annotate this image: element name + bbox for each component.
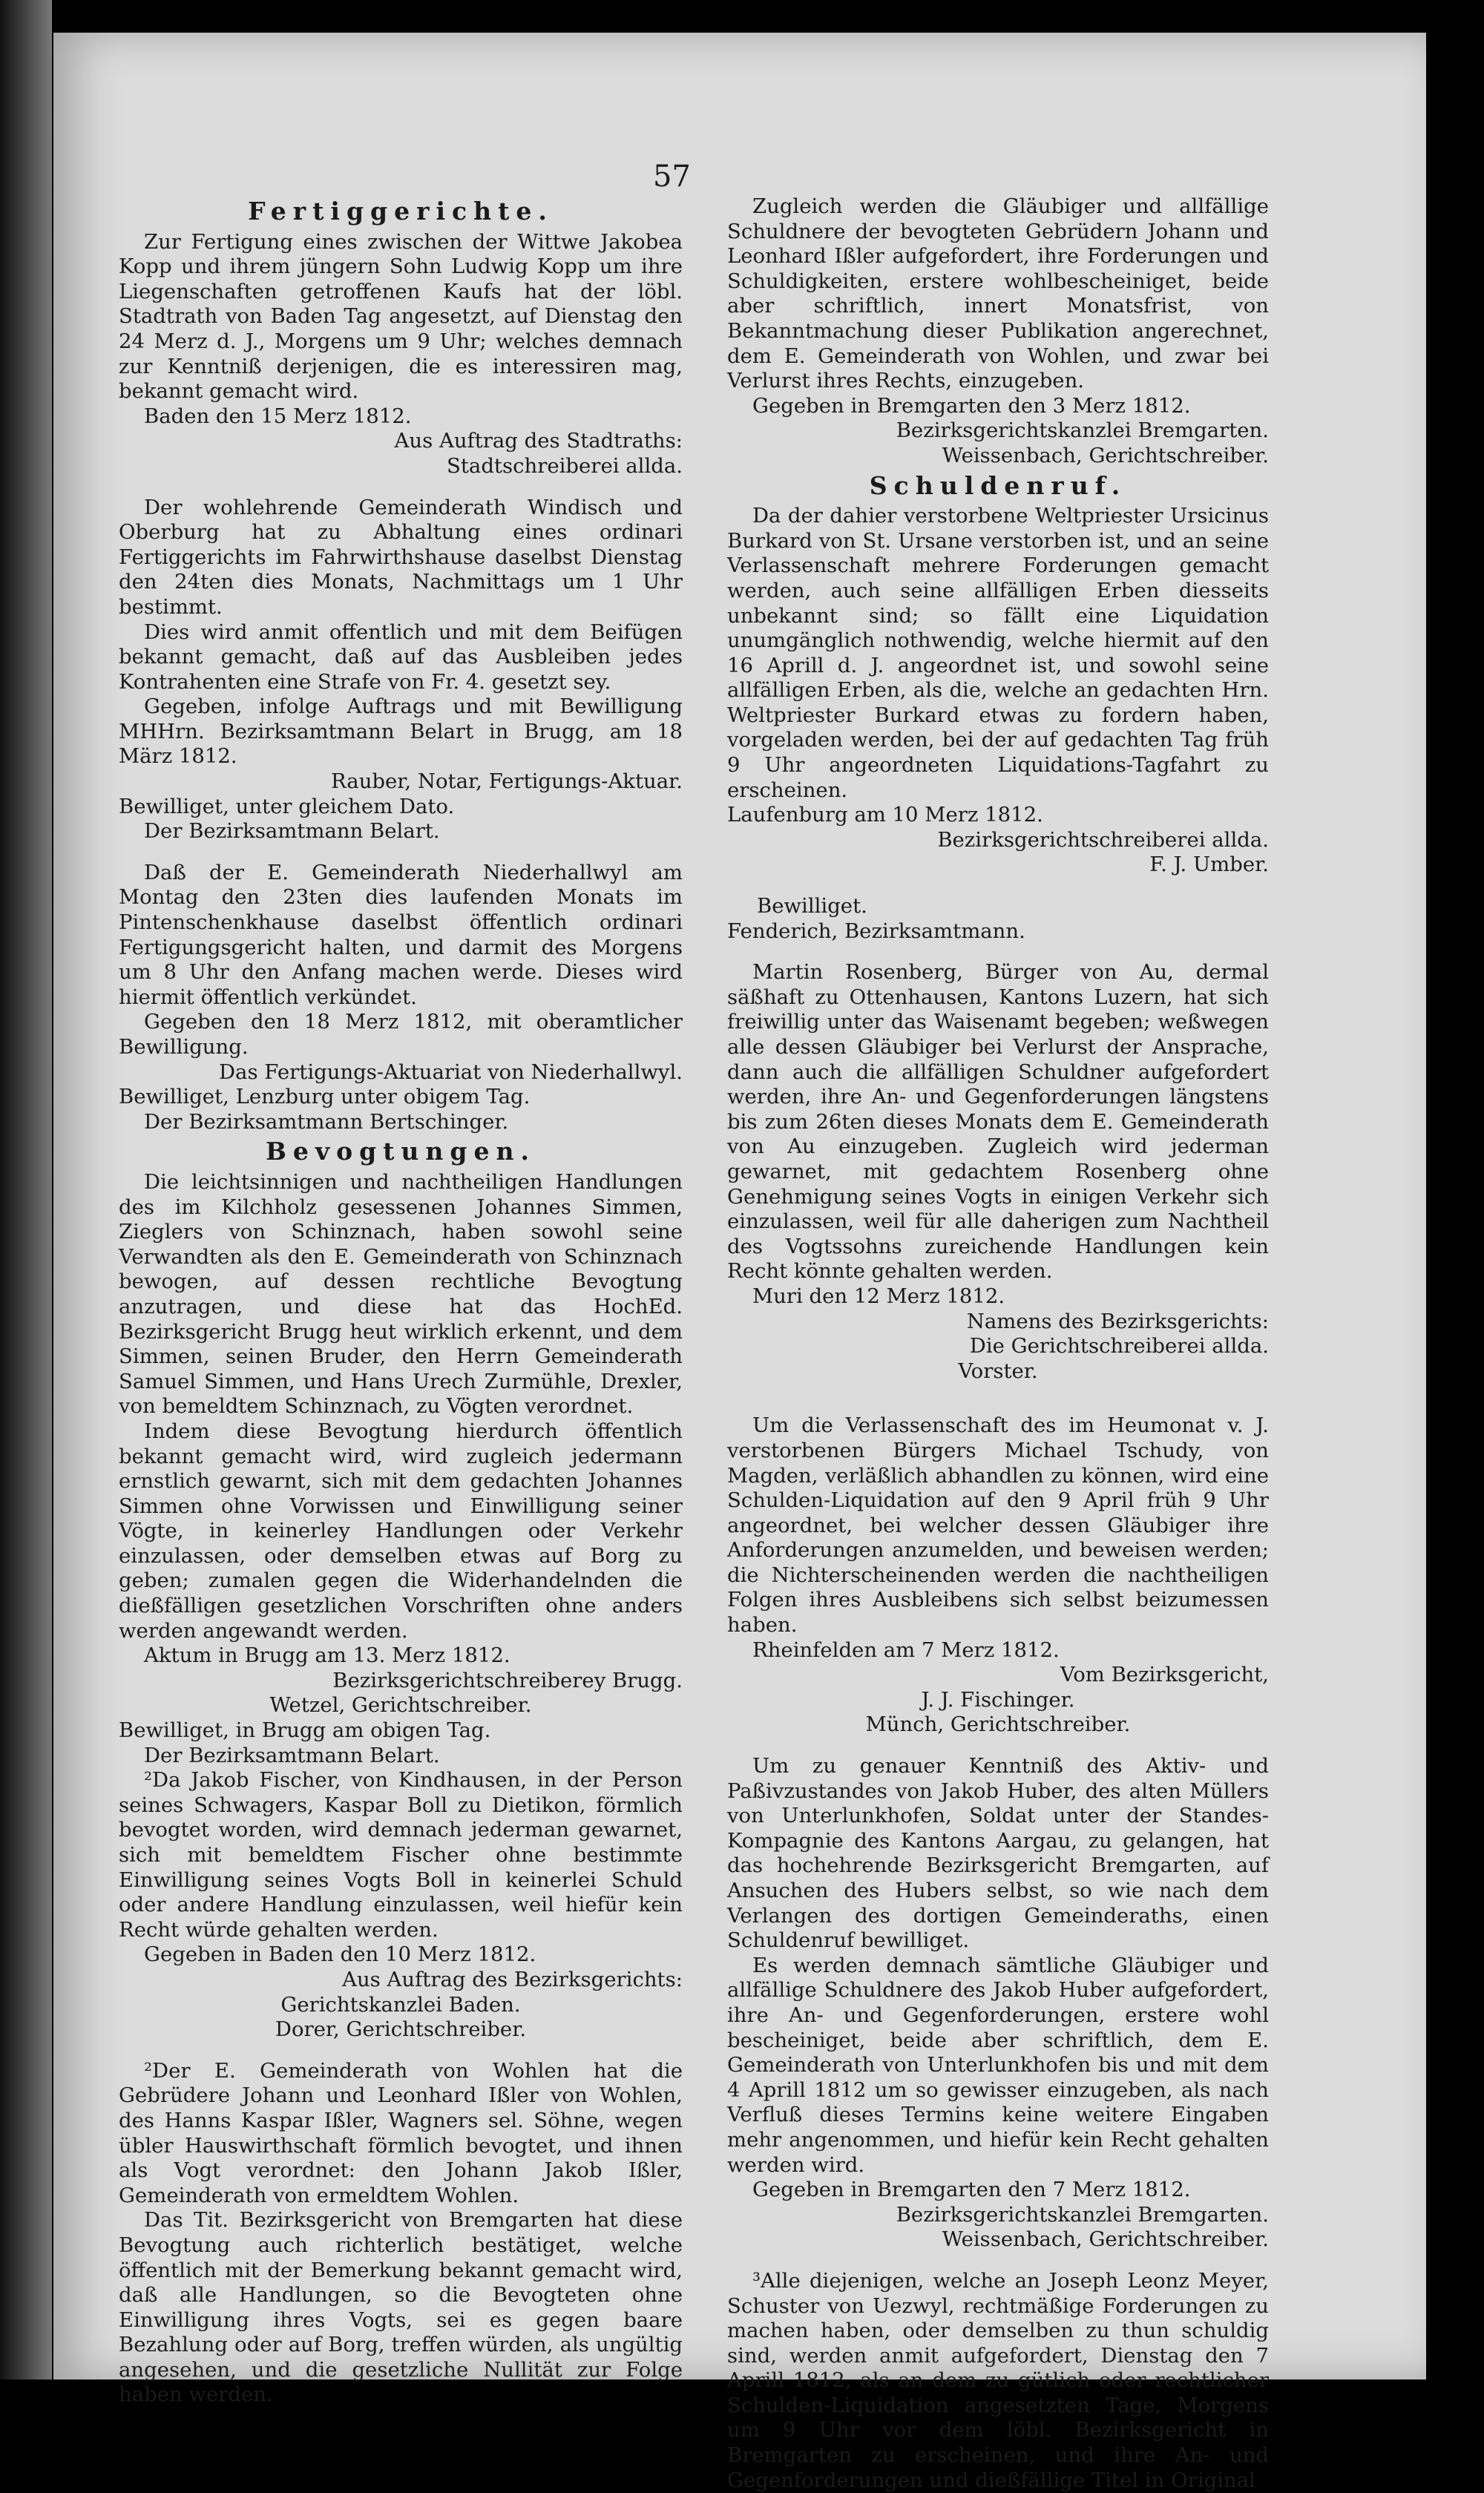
notice-approval: Bewilliget, in Brugg am obigen Tag.: [119, 1718, 491, 1743]
notice-paragraph: ²Da Jakob Fischer, von Kindhausen, in der Person seines Schwagers, Kaspar Boll zu Dietikon, förmlich bevogtet worden, wird demnach jederman gewarnet, sich mit bemeldtem Fischer ohne bestimmte Einwilligung seines Vogts Boll in keinerlei Schuld oder andere Handlung einzulassen, weil hiefür kein Recht würde gehalten werden.: [119, 1768, 683, 1942]
notice-signature: Stadtschreiberei allda.: [447, 453, 683, 478]
notice-signature: Vom Bezirksgericht,: [1060, 1663, 1269, 1687]
notice-signature: Vorster.: [958, 1359, 1038, 1383]
notice-paragraph: Der wohlehrende Gemeinderath Windisch und Oberburg hat zu Abhaltung eines ordinari Fertiggerichts im Fahrwirthshause daselbst Dienstag den 24ten dies Monats, Nachmittags um 1 Uhr bestimmt.: [119, 495, 683, 619]
section-heading-bevogtungen: Bevogtungen.: [266, 1137, 536, 1166]
notice-signature: Rauber, Notar, Fertigungs-Aktuar.: [330, 769, 683, 794]
notice-paragraph: Zur Fertigung eines zwischen der Wittwe Jakobea Kopp und ihrem jüngern Sohn Ludwig Kopp um ihre Liegenschaften getroffenen Kaufs hat der löbl. Stadtrath von Baden Tag angesetzt, auf Dienstag den 24 Merz d. J., Morgens um 9 Uhr; welches demnach zur Kenntniß derjenigen, die es interessiren mag, bekannt gemacht wird.: [119, 229, 683, 404]
notice-official: Der Bezirksamtmann Belart.: [144, 1743, 440, 1767]
right-column: [727, 194, 1269, 2493]
notice-date: Muri den 12 Merz 1812.: [752, 1284, 1005, 1308]
notice-signature: Bezirksgerichtskanzlei Bremgarten.: [896, 418, 1269, 443]
notice-official: Der Bezirksamtmann Bertschinger.: [144, 1109, 509, 1134]
notice-paragraph: ³Alle diejenigen, welche an Joseph Leonz Meyer, Schuster von Uezwyl, rechtmäßige Forderungen zu machen haben, oder demselben zu thun schuldig sind, werden anmit aufgefordert, Dienstag den 7 Aprill 1812, als an dem zu gütlich oder rechtlicher Schulden-Liquidation angesetzten Tage, Morgens um 9 Uhr vor dem löbl. Bezirksgericht in Bremgarten zu erscheinen, und ihre An- und Gegenforderungen und dießfällige Titel in Original: [727, 2268, 1269, 2492]
notice-paragraph: Martin Rosenberg, Bürger von Au, dermal säßhaft zu Ottenhausen, Kantons Luzern, hat sich freiwillig unter das Waisenamt begeben; weßwegen alle dessen Gläubiger bei Verlurst der Ansprache, dann auch die allfälligen Schuldner aufgefordert werden, ihre An- und Gegenforderungen längstens bis zum 26ten dieses Monats dem E. Gemeinderath von Au einzugeben. Zugleich wird jederman gewarnet, mit gedachtem Rosenberg ohne Genehmigung seines Vogts in einigen Verkehr sich einzulassen, weil für alle daherigen zum Nachtheil des Vogtssohns zureichende Handlungen kein Recht könnte gehalten werden.: [727, 960, 1269, 1284]
notice-date: Baden den 15 Merz 1812.: [144, 404, 412, 428]
notice-paragraph: Die leichtsinnigen und nachtheiligen Handlungen des im Kilchholz gesessenen Johannes Simmen, Zieglers von Schinznach, haben sowohl seine Verwandten als den E. Gemeinderath von Schinznach bewogen, auf dessen rechtliche Bevogtung anzutragen, und diese hat das HochEd. Bezirksgericht Brugg heut wirklich erkennt, und dem Simmen, seinen Bruder, den Herrn Gemeinderath Samuel Simmen, und Hans Urech Zurmühle, Drexler, von bemeldtem Schinznach, zu Vögten verordnet.: [119, 1169, 683, 1419]
notice-paragraph: Da der dahier verstorbene Weltpriester Ursicinus Burkard von St. Ursane verstorben ist, und an seine Verlassenschaft mehrere Forderungen gemacht werden, auch seine allfälligen Erben diesseits unbekannt sind; so fällt eine Liquidation unumgänglich nothwendig, welche hiermit auf den 16 Aprill d. J. angeordnet ist, und sowohl seine allfälligen Erben, als die, welche an gedachten Hrn. Weltpriester Burkard etwas zu fordern haben, vorgeladen werden, bei der auf gedachten Tag früh 9 Uhr angeordneten Liquidations-Tagfahrt zu erscheinen.: [727, 504, 1269, 802]
notice-paragraph: Um die Verlassenschaft des im Heumonat v. J. verstorbenen Bürgers Michael Tschudy, von Magden, verläßlich abhandlen zu können, wird eine Schulden-Liquidation auf den 9 April früh 9 Uhr angeordnet, bei welcher dessen Gläubiger ihre Anforderungen anzumelden, und beweisen werden; die Nichterscheinenden werden die nachtheiligen Folgen ihres Ausbleibens sich selbst beizumessen haben.: [727, 1413, 1269, 1638]
binding-gutter: [0, 0, 52, 2379]
notice-paragraph: Es werden demnach sämtliche Gläubiger und allfällige Schuldnere des Jakob Huber aufgefordert, ihre An- und Gegenforderungen, erstere wohl bescheiniget, beide aber schriftlich, dem E. Gemeinderath von Unterlunkhofen bis und mit dem 4 Aprill 1812 um so gewisser einzugeben, als nach Verfluß dieses Termins keine weitere Eingaben mehr angenommen, und hiefür kein Recht gehalten werden wird.: [727, 1953, 1269, 2177]
notice-signature: J. J. Fischinger.: [921, 1687, 1075, 1712]
notice-date: Gegeben in Bremgarten den 3 Merz 1812.: [752, 393, 1191, 418]
notice-paragraph: Dies wird anmit offentlich und mit dem Beifügen bekannt gemacht, daß auf das Ausbleiben jedes Kontrahenten eine Strafe von Fr. 4. gesetzt sey.: [119, 620, 683, 694]
notice-signature: Gerichtskanzlei Baden.: [280, 1992, 521, 2017]
page-number: 57: [653, 160, 691, 194]
notice-date: Gegeben in Baden den 10 Merz 1812.: [144, 1942, 536, 1967]
notice-signature: Die Gerichtschreiberei allda.: [969, 1334, 1269, 1359]
notice-signature: Aus Auftrag des Bezirksgerichts:: [342, 1967, 683, 1991]
notice-signature: Dorer, Gerichtschreiber.: [275, 2017, 527, 2042]
notice-signature: Das Fertigungs-Aktuariat von Niederhallwyl.: [219, 1060, 683, 1084]
notice-signature: Wetzel, Gerichtschreiber.: [269, 1693, 532, 1718]
notice-date: Gegeben in Bremgarten den 7 Merz 1812.: [752, 2178, 1191, 2202]
notice-official: Der Bezirksamtmann Belart.: [144, 819, 440, 844]
notice-paragraph: ²Der E. Gemeinderath von Wohlen hat die Gebrüdere Johann und Leonhard Ißler von Wohlen, des Hanns Kaspar Ißler, Wagners sel. Söhne, wegen übler Hauswirthschaft förmlich bevogtet, und ihnen als Vogt verordnet: den Johann Jakob Ißler, Gemeinderath von ermeldtem Wohlen.: [119, 2058, 683, 2207]
notice-date: Rheinfelden am 7 Merz 1812.: [752, 1638, 1060, 1662]
notice-signature: Aus Auftrag des Stadtraths:: [394, 429, 683, 453]
notice-signature: Namens des Bezirksgerichts:: [966, 1309, 1269, 1333]
notice-paragraph: Zugleich werden die Gläubiger und allfällige Schuldnere der bevogteten Gebrüdern Johann und Leonhard Ißler aufgefordert, ihre Forderungen und Schuldigkeiten, erstere wohlbescheiniget, beide aber schriftlich, innert Monatsfrist, von Bekanntmachung dieser Publikation angerechnet, dem E. Gemeinderath von Wohlen, und zwar bei Verlurst ihres Rechts, einzugeben.: [727, 194, 1269, 393]
notice-paragraph: Gegeben den 18 Merz 1812, mit oberamtlicher Bewilligung.: [119, 1010, 683, 1059]
notice-signature: Bezirksgerichtskanzlei Bremgarten.: [896, 2202, 1269, 2227]
notice-official: Fenderich, Bezirksamtmann.: [727, 919, 1025, 943]
notice-signature: Bezirksgerichtschreiberei allda.: [937, 827, 1269, 852]
notice-date: Laufenburg am 10 Merz 1812.: [727, 803, 1043, 827]
notice-date: Aktum in Brugg am 13. Merz 1812.: [144, 1643, 510, 1668]
notice-signature: Weissenbach, Gerichtschreiber.: [942, 2227, 1269, 2252]
notice-approval: Bewilliget.: [757, 894, 867, 919]
notice-approval: Bewilliget, Lenzburg unter obigem Tag.: [119, 1085, 531, 1109]
notice-paragraph: Um zu genauer Kenntniß des Aktiv- und Paßivzustandes von Jakob Huber, des alten Müllers von Unterlunkhofen, Soldat unter der Standes-Kompagnie des Kantons Aargau, zu gelangen, hat das hochehrende Bezirksgericht Bremgarten, auf Ansuchen des Hubers selbst, so wie nach dem Verlangen des dortigen Gemeinderaths, einen Schuldenruf bewilliget.: [727, 1754, 1269, 1953]
notice-paragraph: Daß der E. Gemeinderath Niederhallwyl am Montag den 23ten dies laufenden Monats im Pintenschenkhause daselbst öffentlich ordinari Fertigungsgericht halten, und darmit des Morgens um 8 Uhr den Anfang machen werde. Dieses wird hiermit öffentlich verkündet.: [119, 860, 683, 1009]
notice-paragraph: Gegeben, infolge Auftrags und mit Bewilligung MHHrn. Bezirksamtmann Belart in Brugg, am 18 März 1812.: [119, 694, 683, 769]
notice-signature: Weissenbach, Gerichtschreiber.: [942, 443, 1269, 467]
notice-signature: F. J. Umber.: [1149, 853, 1269, 877]
notice-paragraph: Das Tit. Bezirksgericht von Bremgarten hat diese Bevogtung auch richterlich bestätiget, welche öffentlich mit der Bemerkung bekannt gemacht wird, daß alle Handlungen, so die Bevogteten ohne Einwilligung ihres Vogts, sei es gegen baare Bezahlung oder auf Borg, treffen würden, als ungültig angesehen, und die gesetzliche Nullität zur Folge haben werden.: [119, 2208, 683, 2407]
section-heading-fertiggerichte: Fertiggerichte.: [248, 197, 554, 226]
notice-approval: Bewilliget, unter gleichem Dato.: [119, 794, 455, 818]
notice-paragraph: Indem diese Bevogtung hierdurch öffentlich bekannt gemacht wird, wird zugleich jedermann ernstlich gewarnt, sich mit dem gedachten Johannes Simmen ohne Vorwissen und Einwilligung seiner Vögte, in keinerley Handlungen oder Verkehr einzulassen, oder demselben etwas auf Borg zu geben; zumalen gegen die Widerhandelnden die dießfälligen gesetzlichen Vorschriften ohne anders werden angewandt werden.: [119, 1419, 683, 1643]
left-column: [119, 194, 683, 2408]
notice-signature: Bezirksgerichtschreiberey Brugg.: [332, 1668, 683, 1692]
notice-signature: Münch, Gerichtschreiber.: [865, 1712, 1131, 1737]
section-heading-schuldenruf: Schuldenruf.: [869, 470, 1127, 500]
